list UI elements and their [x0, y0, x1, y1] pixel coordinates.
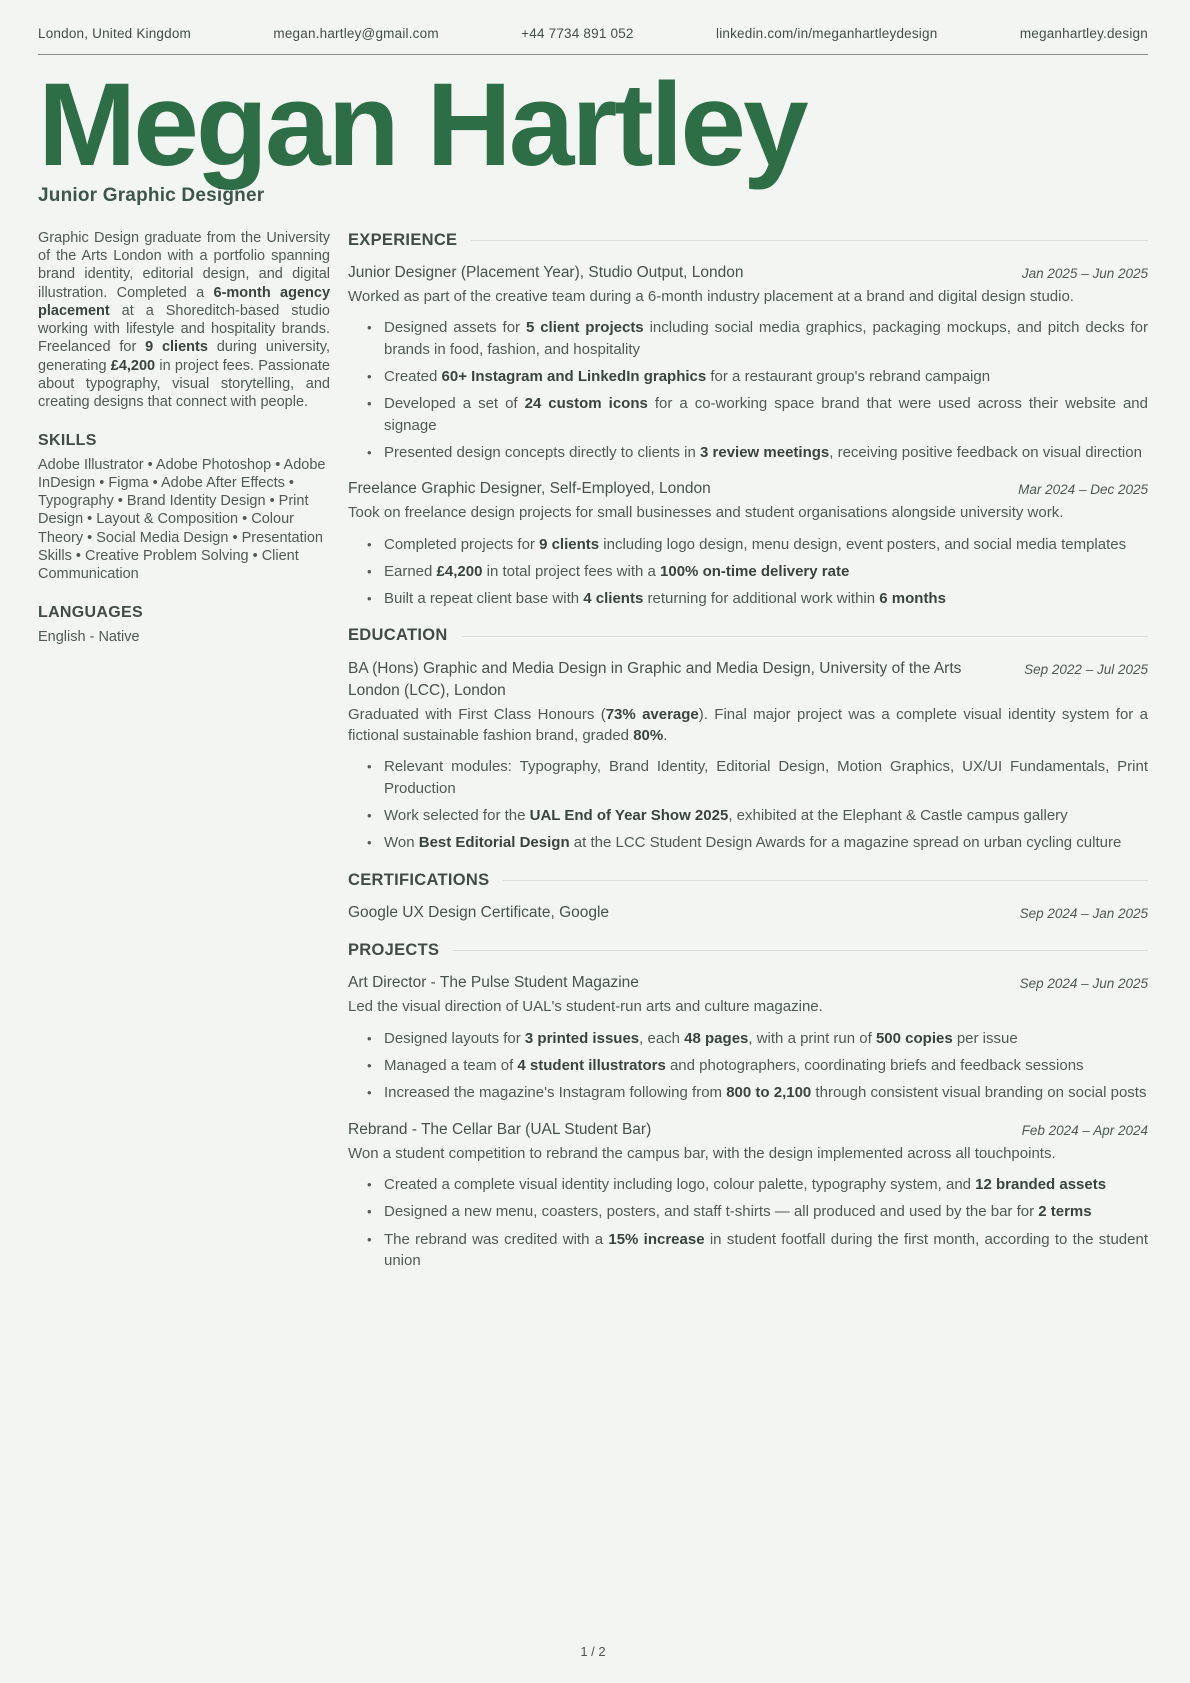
- bullet: [348, 832, 1148, 853]
- bullet-marker: •: [367, 536, 372, 552]
- section-heading: CERTIFICATIONS: [348, 869, 1148, 892]
- content-columns: [38, 229, 1148, 1634]
- contact-email: megan.hartley@gmail.com: [273, 26, 439, 41]
- candidate-job-title: Junior Graphic Designer: [38, 184, 265, 206]
- certification-entry: [348, 902, 1148, 924]
- bullet-text: Developed a set of 24 custom icons for a co-working space brand that were used across their website and signage: [384, 395, 1148, 434]
- entry-title: Google UX Design Certificate, Google: [348, 904, 610, 922]
- candidate-name: Megan Hartley: [38, 59, 806, 191]
- entry-description: Took on freelance design projects for small businesses and student organisations alongside university work.: [348, 504, 1064, 522]
- bullet-text: Managed a team of 4 student illustrators and photographers, coordinating briefs and feedback sessions: [384, 1057, 1084, 1075]
- bullet-marker: •: [367, 1204, 372, 1220]
- bullet: [348, 1229, 1148, 1272]
- bullet: [348, 317, 1148, 360]
- skills-list: Adobe Illustrator • Adobe Photoshop • Adobe InDesign • Figma • Adobe After Effects • Typography • Brand Identity Design • Print Design • Layout & Composition • Colour Theory • Social Media Design • Presentation Skills • Creative Problem Solving • Client Communication: [38, 456, 326, 583]
- section-projects: [348, 939, 1148, 1271]
- bullet-marker: •: [367, 396, 372, 412]
- bullet-text: Created 60+ Instagram and LinkedIn graphics for a restaurant group's rebrand campaign: [384, 368, 991, 386]
- bullet-text: Completed projects for 9 clients including logo design, menu design, event posters, and social media templates: [384, 535, 1127, 553]
- entry-date: Jan 2025 – Jun 2025: [1021, 266, 1148, 282]
- contact-linkedin: linkedin.com/in/meganhartleydesign: [716, 26, 938, 41]
- bullet-text: Relevant modules: Typography, Brand Identity, Editorial Design, Motion Graphics, UX/UI Fundamentals, Print Production: [384, 758, 1148, 797]
- section-heading: PROJECTS: [348, 939, 1148, 962]
- bullet-text: Earned £4,200 in total project fees with a 100% on-time delivery rate: [384, 562, 850, 580]
- bullet-text: Increased the magazine's Instagram following from 800 to 2,100 through consistent visual branding on social posts: [384, 1084, 1147, 1102]
- skills-heading: SKILLS: [38, 432, 97, 450]
- bullet-marker: •: [367, 1030, 372, 1046]
- summary-paragraph: Graphic Design graduate from the University of the Arts London with a portfolio spanning brand identity, editorial design, and digital illustration. Completed a 6-month agency placement at a Shoreditch-based studio working with lifestyle and hospitality brands. Freelanced for 9 clients during university, generating £4,200 in project fees. Passionate about typography, visual storytelling, and creating designs that connect with people.: [38, 229, 331, 411]
- bullet-marker: •: [367, 1176, 372, 1192]
- entry-head: [348, 902, 1148, 924]
- entry-head: [348, 1119, 1148, 1141]
- bullet: [348, 442, 1148, 463]
- entry-description: Won a student competition to rebrand the campus bar, with the design implemented across all touchpoints.: [348, 1144, 1056, 1162]
- bullet-marker: •: [367, 591, 372, 607]
- education-entry: [348, 658, 1148, 854]
- entry-head: [348, 478, 1148, 500]
- entry-date: Mar 2024 – Dec 2025: [1018, 482, 1148, 498]
- bullet: [348, 1174, 1148, 1195]
- bullet: [348, 393, 1148, 436]
- contact-bar: [38, 0, 1148, 55]
- bullet-list: [348, 756, 1148, 853]
- bullet-marker: •: [367, 369, 372, 385]
- page-number: 1 / 2: [580, 1644, 606, 1659]
- entry-title: Freelance Graphic Designer, Self-Employed, London: [348, 480, 711, 498]
- bullet-text: Designed a new menu, coasters, posters, and staff t-shirts — all produced and used by the bar for 2 terms: [384, 1203, 1092, 1221]
- section-heading: EDUCATION: [348, 624, 1148, 647]
- bullet-text: The rebrand was credited with a 15% increase in student footfall during the first month, according to the student union: [384, 1230, 1148, 1269]
- contact-phone: +44 7734 891 052: [521, 26, 634, 41]
- bullet-marker: •: [367, 1231, 372, 1247]
- bullet-text: Work selected for the UAL End of Year Show 2025, exhibited at the Elephant & Castle campus gallery: [384, 807, 1068, 825]
- section-certifications: [348, 869, 1148, 924]
- bullet: [348, 1082, 1148, 1103]
- bullet: [348, 561, 1148, 582]
- bullet: [348, 588, 1148, 609]
- bullet-list: [348, 317, 1148, 463]
- left-column: [38, 229, 330, 646]
- entry-head: [348, 972, 1148, 994]
- project-entry: [348, 972, 1148, 1103]
- contact-website: meganhartley.design: [1019, 26, 1148, 41]
- bullet-list: [348, 534, 1148, 610]
- entry-head: [348, 262, 1148, 284]
- entry-description: Worked as part of the creative team during a 6-month industry placement at a brand and digital design studio.: [348, 288, 1074, 306]
- bullet-text: Designed assets for 5 client projects including social media graphics, packaging mockups, and pitch decks for brands in food, fashion, and hospitality: [384, 319, 1148, 358]
- bullet-marker: •: [367, 1085, 372, 1101]
- entry-date: Sep 2022 – Jul 2025: [1024, 661, 1148, 677]
- entry-title: Junior Designer (Placement Year), Studio Output, London: [348, 264, 744, 282]
- experience-entry: [348, 262, 1148, 463]
- bullet: [348, 756, 1148, 799]
- entry-description: Graduated with First Class Honours (73% average). Final major project was a complete visual identity system for a fictional sustainable fashion brand, graded 80%.: [348, 705, 1148, 745]
- bullet-marker: •: [367, 563, 372, 579]
- entry-date: Feb 2024 – Apr 2024: [1021, 1122, 1148, 1138]
- language-item: English - Native: [38, 628, 140, 645]
- bullet: [348, 1055, 1148, 1076]
- entry-date: Sep 2024 – Jun 2025: [1019, 976, 1148, 992]
- right-column: [348, 229, 1148, 1286]
- bullet: [348, 1028, 1148, 1049]
- entry-title: Rebrand - The Cellar Bar (UAL Student Bar): [348, 1120, 652, 1138]
- entry-title: BA (Hons) Graphic and Media Design in Graphic and Media Design, University of the Arts London (LCC), London: [348, 659, 962, 699]
- bullet-marker: •: [367, 320, 372, 336]
- bullet-marker: •: [367, 444, 372, 460]
- section-experience: [348, 229, 1148, 610]
- bullet-list: [348, 1174, 1148, 1271]
- project-entry: [348, 1119, 1148, 1271]
- experience-entry: [348, 478, 1148, 609]
- bullet-marker: •: [367, 835, 372, 851]
- bullet-marker: •: [367, 759, 372, 775]
- contact-location: London, United Kingdom: [38, 26, 192, 41]
- section-education: [348, 624, 1148, 853]
- entry-head: [348, 658, 1148, 702]
- bullet: [348, 805, 1148, 826]
- bullet-marker: •: [367, 808, 372, 824]
- bullet-text: Presented design concepts directly to clients in 3 review meetings, receiving positive feedback on visual direction: [384, 443, 1142, 461]
- bullet-text: Created a complete visual identity including logo, colour palette, typography system, and 12 branded assets: [384, 1175, 1107, 1193]
- entry-title: Art Director - The Pulse Student Magazine: [348, 974, 639, 992]
- bullet-marker: •: [367, 1058, 372, 1074]
- section-heading: EXPERIENCE: [348, 229, 1148, 252]
- bullet: [348, 366, 1148, 387]
- entry-date: Sep 2024 – Jan 2025: [1019, 906, 1148, 922]
- bullet: [348, 1201, 1148, 1222]
- bullet-list: [348, 1028, 1148, 1104]
- bullet: [348, 534, 1148, 555]
- bullet-text: Won Best Editorial Design at the LCC Student Design Awards for a magazine spread on urban cycling culture: [384, 834, 1122, 852]
- entry-description: Led the visual direction of UAL's student-run arts and culture magazine.: [348, 998, 823, 1016]
- bullet-text: Built a repeat client base with 4 clients returning for additional work within 6 months: [384, 590, 946, 608]
- bullet-text: Designed layouts for 3 printed issues, each 48 pages, with a print run of 500 copies per issue: [384, 1029, 1018, 1047]
- languages-heading: LANGUAGES: [38, 604, 143, 622]
